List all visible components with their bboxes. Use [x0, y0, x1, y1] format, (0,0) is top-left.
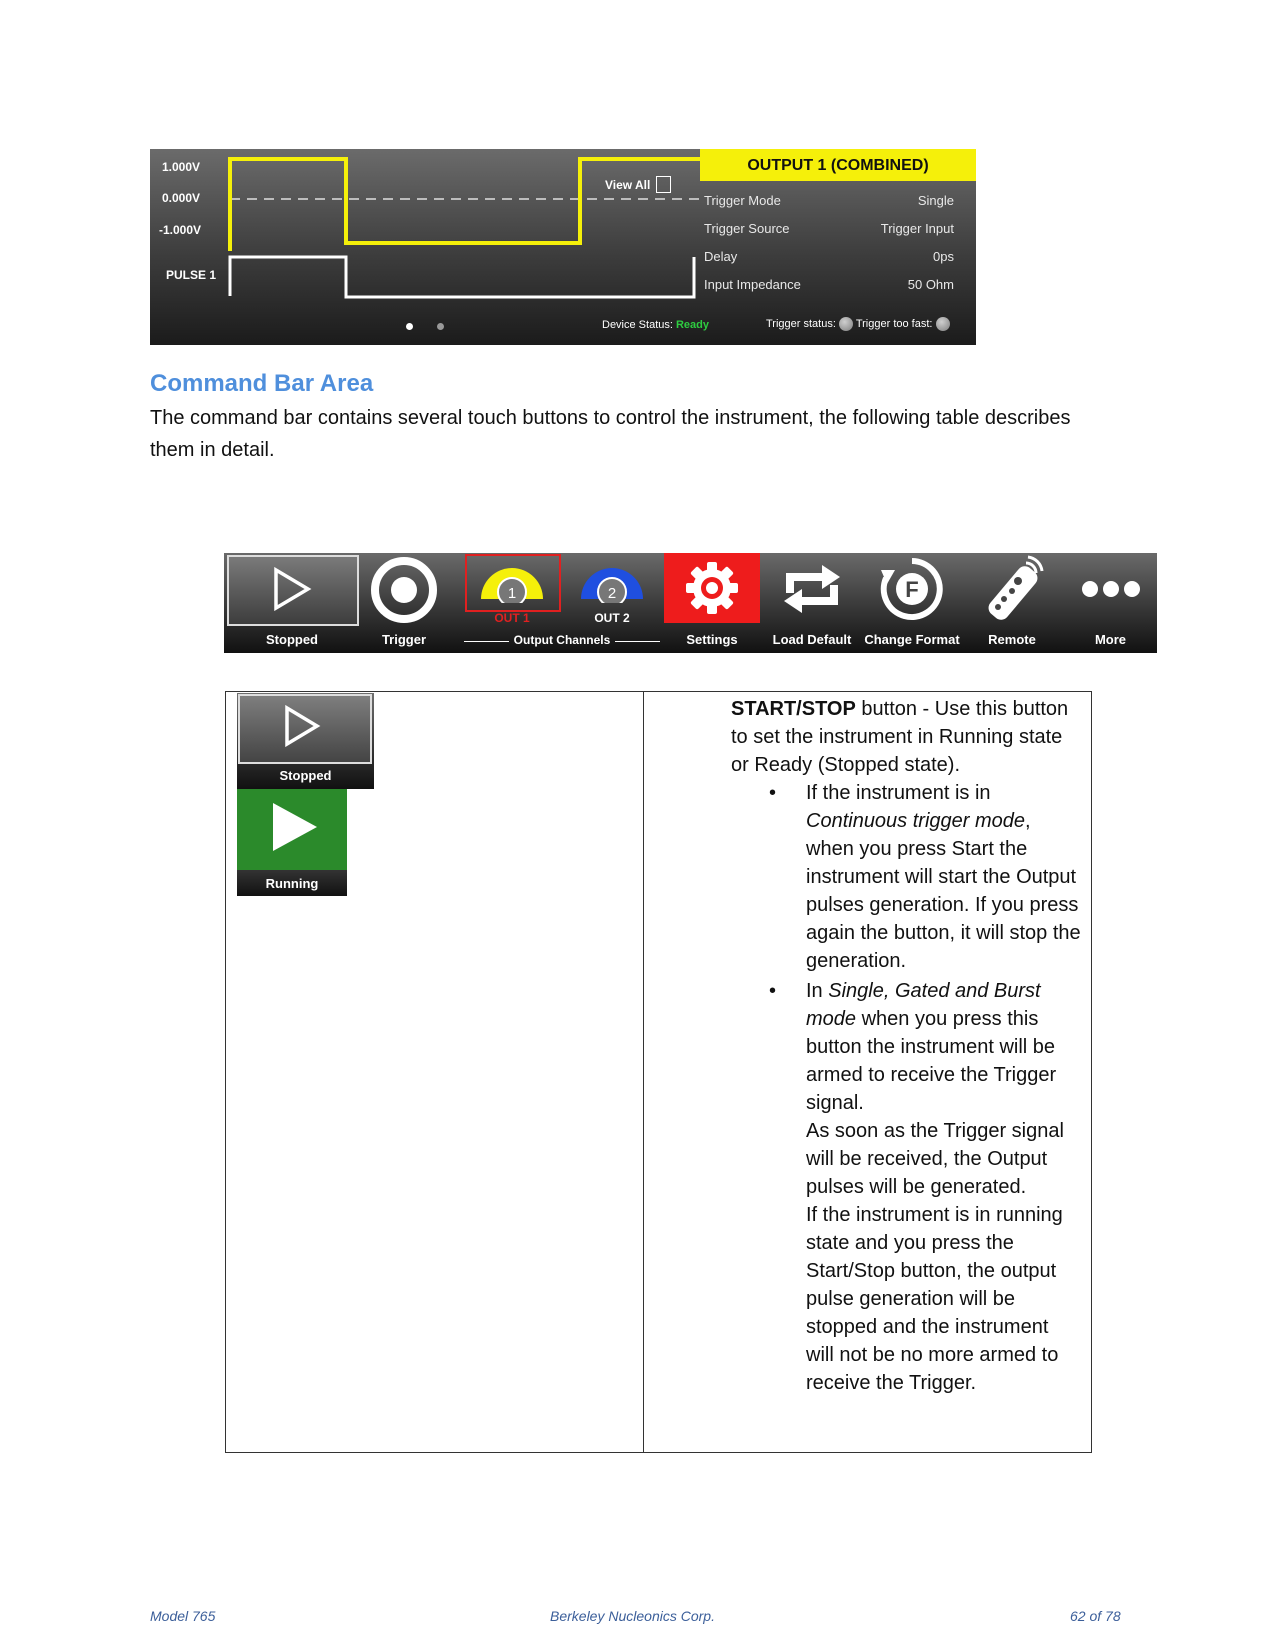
- setting-value: Trigger Input: [880, 221, 954, 236]
- device-status: [602, 319, 709, 331]
- svg-text:F: F: [905, 577, 919, 602]
- channel-2-icon: [579, 557, 645, 603]
- settings-label-wrap: [664, 553, 760, 653]
- setting-key: Trigger Mode: [704, 193, 781, 208]
- remote-button[interactable]: [964, 553, 1060, 653]
- setting-row: [704, 249, 954, 264]
- start-stop-button[interactable]: [224, 553, 360, 653]
- bullet-single-gated-burst: • In Single, Gated and Burst mode when you press this button the instrument will be armed to receive the Trigger signal. As soon as the Trigger signal will be received, the Output pulses will be generated. If the instrument is in running state and you press the Start/Stop button, the output pulse generation will be stopped and the instrument will not be no more armed to receive the Trigger.: [806, 977, 1081, 1397]
- bullet-continuation: If the instrument is in running state and you press the Start/Stop button, the output pulse generation will be stopped and the instrument will not be no more armed to receive the Trigger.: [806, 1204, 1063, 1394]
- trigger-status-label: Trigger status:: [766, 317, 836, 330]
- trigger-too-fast-led: [936, 317, 950, 331]
- view-all-toggle[interactable]: [605, 176, 671, 193]
- repeat-icon: [780, 563, 844, 615]
- trigger-label: Trigger: [381, 632, 427, 647]
- output-channels-group: [464, 631, 660, 651]
- setting-key: Trigger Source: [704, 221, 790, 236]
- start-stop-label: Stopped: [266, 632, 318, 647]
- setting-value: 50 Ohm: [907, 277, 954, 292]
- bullet-icon: •: [769, 980, 777, 1002]
- intro-paragraph: The command bar contains several touch buttons to control the instrument, the following table describes them in detail.: [150, 407, 1071, 461]
- pulse-waveform: [230, 257, 694, 297]
- bullet-continuous: • If the instrument is in Continuous trigger mode, when you press Start the instrument will start the Output pulses generation. If you press again the button, it will stop the generation.: [806, 779, 1081, 975]
- page-dot-active[interactable]: [406, 323, 413, 330]
- trigger-status-led: [839, 317, 853, 331]
- out1-label: OUT 1: [494, 611, 530, 625]
- output-screenshot: [150, 149, 976, 345]
- setting-row: [704, 221, 954, 236]
- trigger-status: [766, 317, 950, 331]
- view-all-label: View All: [605, 177, 651, 192]
- pulse-label: PULSE 1: [166, 268, 217, 282]
- start-stop-description: [731, 692, 1081, 1397]
- bullet-continuation: As soon as the Trigger signal will be received, the Output pulses will be generated.: [806, 1120, 1064, 1198]
- change-format-label: Change Format: [864, 632, 960, 647]
- voltage-label-low: -1.000V: [159, 223, 202, 237]
- running-label: Running: [265, 876, 319, 891]
- device-status-label: Device Status:: [602, 319, 673, 331]
- device-status-value: Ready: [675, 319, 710, 331]
- description-bullets: [731, 779, 1081, 1397]
- settings-label: Settings: [686, 632, 738, 647]
- more-label: More: [1094, 632, 1127, 647]
- setting-key: Input Impedance: [704, 277, 801, 292]
- play-filled-icon: [271, 801, 319, 853]
- remote-icon: [976, 555, 1048, 623]
- footer-company: Berkeley Nucleonics Corp.: [550, 1608, 715, 1624]
- yellow-waveform: [230, 159, 700, 251]
- svg-text:1: 1: [507, 585, 517, 602]
- page-dot[interactable]: [437, 323, 444, 330]
- channel-1-icon: [479, 557, 545, 603]
- setting-value: 0ps: [933, 249, 954, 264]
- format-icon: [879, 556, 945, 622]
- play-outline-icon: [272, 567, 312, 611]
- setting-value: Single: [917, 193, 954, 208]
- voltage-label-high: 1.000V: [162, 160, 201, 174]
- load-default-label: Load Default: [772, 632, 852, 647]
- change-format-button[interactable]: [864, 553, 960, 653]
- setting-row: [704, 277, 954, 292]
- remote-label: Remote: [988, 632, 1036, 647]
- view-all-checkbox[interactable]: [656, 176, 671, 193]
- out2-label: OUT 2: [594, 611, 630, 625]
- bullet-icon: •: [769, 782, 777, 804]
- running-tile: [237, 789, 347, 896]
- description-lead: [731, 695, 1081, 779]
- voltage-label-zero: 0.000V: [162, 191, 201, 205]
- play-outline-icon: [283, 705, 321, 747]
- setting-row: [704, 193, 954, 208]
- target-icon: [369, 555, 439, 625]
- setting-key: Delay: [704, 249, 738, 264]
- more-button[interactable]: [1064, 553, 1157, 653]
- trigger-too-fast-label: Trigger too fast:: [855, 317, 933, 330]
- output-info-panel: [700, 149, 976, 345]
- footer-model: Model 765: [150, 1608, 216, 1624]
- button-description-table: [225, 691, 1092, 1453]
- svg-text:2: 2: [607, 585, 617, 602]
- load-default-button[interactable]: [764, 553, 860, 653]
- command-bar: [224, 553, 1157, 653]
- more-icon: [1081, 579, 1141, 599]
- stopped-label: Stopped: [279, 768, 332, 783]
- trigger-button[interactable]: [354, 553, 454, 653]
- section-heading: Command Bar Area: [150, 370, 374, 397]
- output-title: OUTPUT 1 (COMBINED): [700, 149, 976, 181]
- stopped-tile: [237, 693, 374, 789]
- lead-bold: START/STOP: [731, 698, 856, 720]
- output-channels-label: Output Channels: [513, 633, 611, 647]
- column-divider: [643, 692, 644, 1452]
- lead-rest: button - Use this button to set the instrument in Running state or Ready (Stopped state).: [731, 698, 1069, 776]
- footer-page-number: 62 of 78: [1070, 1608, 1121, 1624]
